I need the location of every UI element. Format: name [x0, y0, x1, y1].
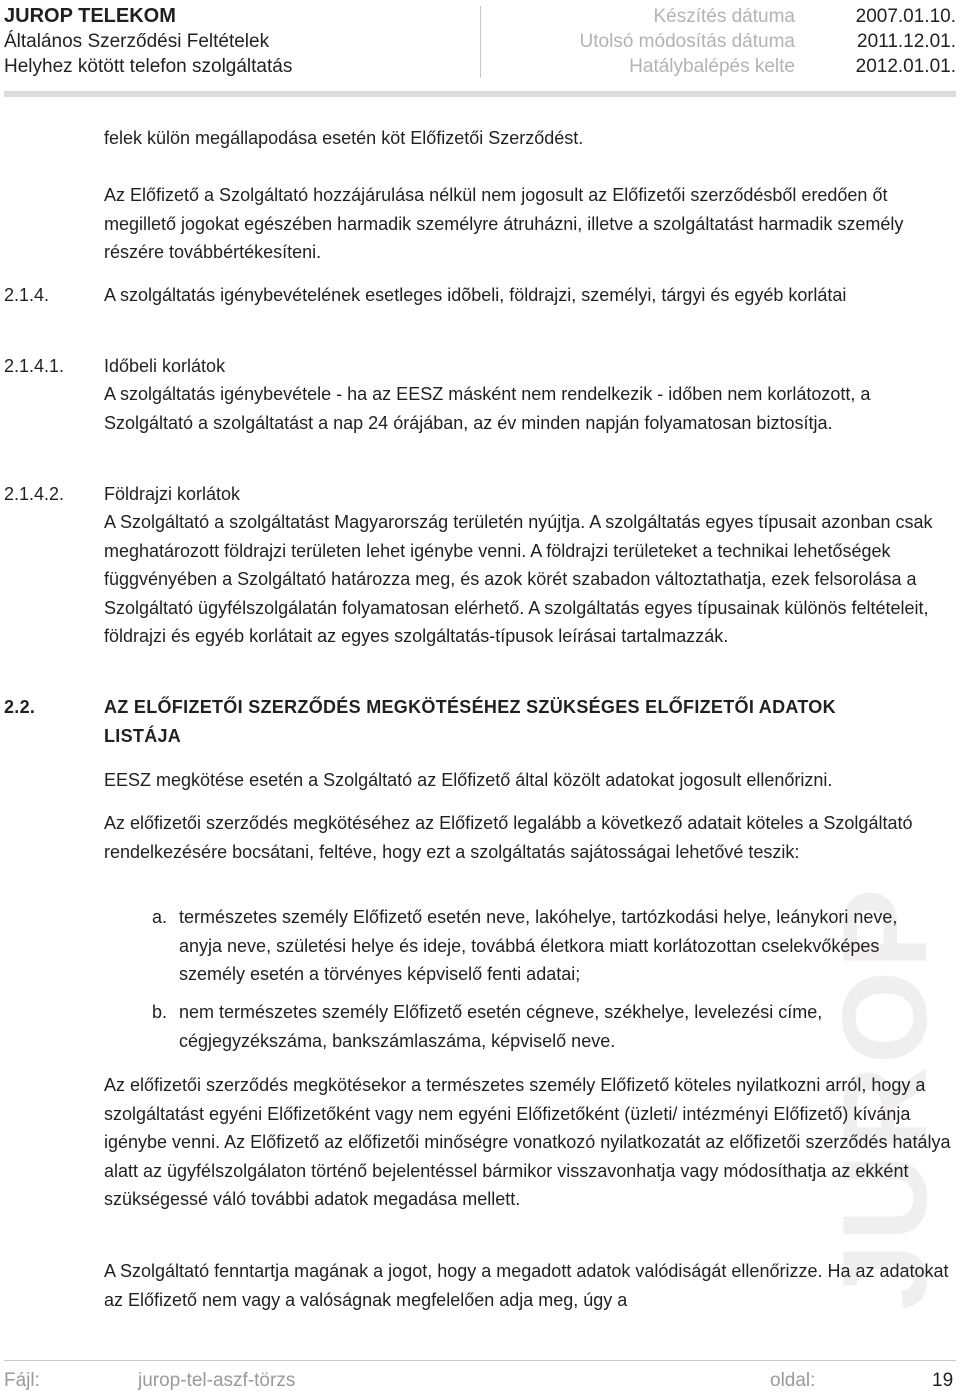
section-number-2-2: 2.2. [4, 697, 36, 717]
section-number-2-1-4-2: 2.1.4.2. [4, 484, 65, 504]
section-title-2-2: AZ ELŐFIZETŐI SZERZŐDÉS MEGKÖTÉSÉHEZ SZÜKSÉGES ELŐFIZETŐI ADATOK LISTÁJA [104, 697, 836, 746]
footer-rule [4, 1360, 956, 1361]
label-modified: Utolsó módosítás dátuma [579, 31, 795, 52]
list-marker: a. [152, 907, 168, 927]
paragraph-verify: A Szolgáltató fenntartja magának a jogot, hogy a megadott adatok valódiságát ellenőrizze. Ha az adatokat az Előfizető nem vagy a valóságnak megfelelően adja meg, úgy a [104, 1261, 949, 1310]
section-text-2-1-4-2: A Szolgáltató a szolgáltatást Magyarország területén nyújtja. A szolgáltatás egyes típusait azonban csak meghatározott földrajzi területen lehet igénybe venni. A földrajzi területeket a technikai lehetőségek függvényében a Szolgáltató határozza meg, és azok körét szabadon változtathatja, ezek felsorolása a Szolgáltató ügyfélszolgálatán folyamatosan elérhető. A szolgáltatás egyes típusainak különös feltételeit, földrajzi és egyéb korlátait az egyes szolgáltatás-típusok leírásai tartalmazzák. [104, 512, 933, 646]
paragraph-intro: felek külön megállapodása esetén köt Előfizetői Szerződést. [104, 128, 584, 148]
label-created: Készítés dátuma [653, 6, 795, 27]
footer-file-name: jurop-tel-aszf-törzs [138, 1370, 296, 1391]
section-title-2-1-4: A szolgáltatás igénybevételének esetleges idõbeli, földrajzi, személyi, tárgyi és egyéb korlátai [104, 285, 847, 305]
date-created: 2007.01.10. [855, 6, 956, 27]
document-header [0, 0, 960, 96]
list-item [152, 903, 942, 989]
section-number-2-1-4: 2.1.4. [4, 285, 50, 305]
paragraph-declaration: Az előfizetői szerződés megkötésekor a természetes személy Előfizető köteles nyilatkozni arról, hogy a szolgáltatást egyéni Előfizetőként vagy nem egyéni Előfizetőként (üzleti/ intézményi Előfizető) kívánja igénybe venni. Az Előfizető az előfizetői minőségre vonatkozó nyilatkozatát az előfizetői szerződés hatálya alatt az ügyfélszolgálaton történő bejelentéssel bármikor visszavonhatja vagy módosíthatja az ekként szükségessé váló további adatok megadása mellett. [104, 1075, 951, 1209]
date-modified: 2011.12.01. [857, 31, 956, 52]
section-number-2-1-4-1: 2.1.4.1. [4, 356, 65, 376]
watermark: JUROP [818, 886, 952, 1310]
list-item-text: nem természetes személy Előfizető esetén cégneve, székhelye, levelezési címe, cégjegyzékszáma, bankszámlaszáma, képviselő neve. [179, 1002, 823, 1051]
document-subtitle: Helyhez kötött telefon szolgáltatás [4, 56, 293, 77]
date-effective: 2012.01.01. [855, 56, 956, 77]
header-rule [4, 91, 956, 97]
list-item-text: természetes személy Előfizető esetén neve, lakóhelye, tartózkodási helye, leánykori neve, anyja neve, születési helye és ideje, továbbá életkora miatt korlátozottan cselekvőképes személy esetén a törvényes képviselő fenti adatai; [179, 907, 898, 984]
header-date-labels [500, 4, 795, 79]
footer-page-number: 19 [932, 1370, 954, 1391]
paragraph-data-required: Az előfizetői szerződés megkötéséhez az Előfizető legalább a következő adatait köteles a Szolgáltató rendelkezésére bocsátani, feltéve, hogy ezt a szolgáltatás sajátosságai lehetővé teszik: [104, 813, 913, 862]
section-text-2-1-4-1: A szolgáltatás igénybevétele - ha az EESZ másként nem rendelkezik - időben nem korlátozott, a Szolgáltató a szolgáltatást a nap 24 órájában, az év minden napján folyamatosan biztosítja. [104, 384, 871, 433]
header-date-values [806, 4, 956, 79]
header-title-block [4, 4, 474, 79]
header-divider [480, 6, 481, 78]
company-name: JUROP TELEKOM [4, 5, 176, 27]
label-effective: Hatálybalépés kelte [629, 56, 795, 77]
document-title: Általános Szerződési Feltételek [4, 31, 270, 52]
document-footer [0, 1355, 960, 1395]
footer-page-label: oldal: [770, 1370, 816, 1391]
list-item [152, 998, 942, 1055]
paragraph-transfer: Az Előfizető a Szolgáltató hozzájárulása nélkül nem jogosult az Előfizetői szerződésből eredően őt megillető jogokat egészében harmadik személyre átruházni, illetve a szolgáltatást harmadik személy részére továbbértékesíteni. [104, 185, 904, 262]
paragraph-eesz: EESZ megkötése esetén a Szolgáltató az Előfizető által közölt adatokat jogosult ellenőrizni. [104, 770, 833, 790]
footer-file-label: Fájl: [4, 1370, 40, 1391]
section-title-2-1-4-1: Időbeli korlátok [104, 356, 226, 376]
section-title-2-1-4-2: Földrajzi korlátok [104, 484, 241, 504]
list-marker: b. [152, 1002, 168, 1022]
